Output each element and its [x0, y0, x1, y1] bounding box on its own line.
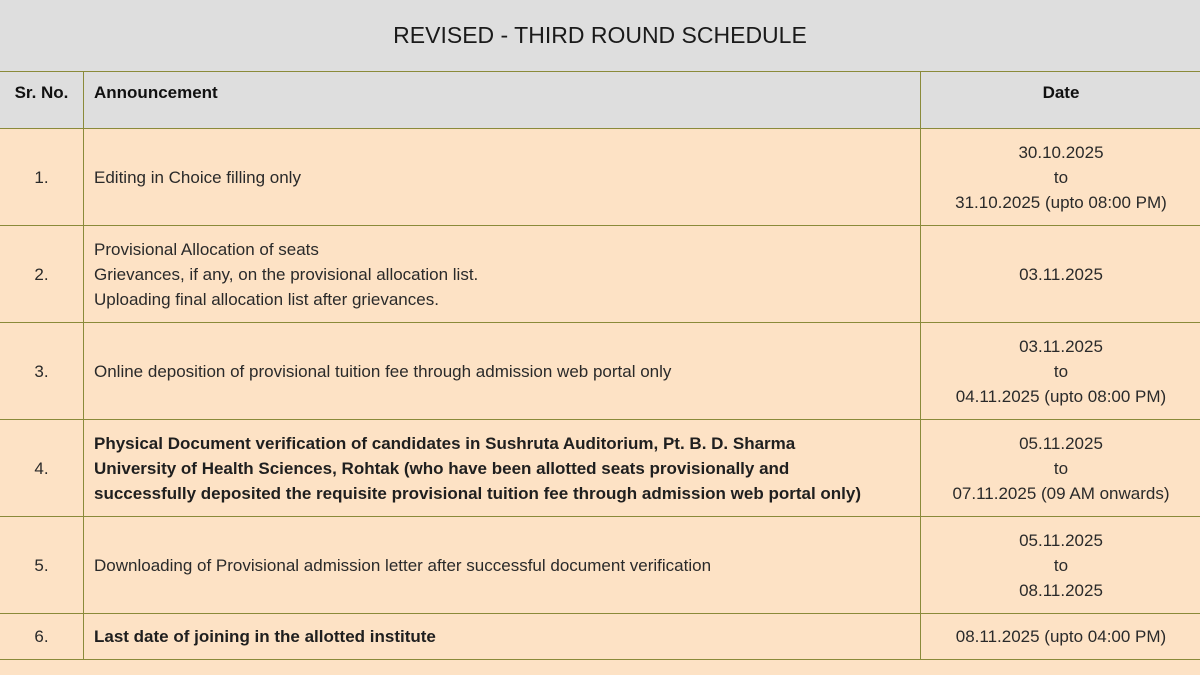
announcement-cell	[84, 614, 921, 660]
announcement-cell	[84, 226, 921, 323]
date-line: to	[1053, 458, 1069, 478]
announcement-line: Editing in Choice filling only	[94, 167, 301, 187]
table-row	[0, 420, 1200, 517]
announcement-line: Provisional Allocation of seats	[94, 239, 319, 259]
sr-no-cell: 1.	[0, 129, 84, 226]
announcement-line: Downloading of Provisional admission letter after successful document verification	[94, 555, 712, 575]
announcement-line: Grievances, if any, on the provisional allocation list.	[94, 264, 479, 284]
date-line: 03.11.2025	[1019, 336, 1103, 356]
announcement-cell	[84, 323, 921, 420]
header-sr-no: Sr. No.	[0, 72, 84, 129]
announcement-line: Online deposition of provisional tuition fee through admission web portal only	[94, 361, 672, 381]
sr-no-cell: 5.	[0, 517, 84, 614]
announcement-cell	[84, 420, 921, 517]
date-line: 05.11.2025	[1019, 530, 1103, 550]
date-line: 30.10.2025	[1018, 142, 1104, 162]
date-cell	[921, 614, 1200, 660]
date-cell	[921, 323, 1200, 420]
date-line: 07.11.2025 (09 AM onwards)	[952, 483, 1170, 503]
date-line: to	[1053, 361, 1069, 381]
table-row	[0, 517, 1200, 614]
announcement-line: Last date of joining in the allotted institute	[94, 627, 436, 646]
sr-no-cell: 3.	[0, 323, 84, 420]
date-cell	[921, 226, 1200, 323]
schedule-title: REVISED - THIRD ROUND SCHEDULE	[0, 0, 1200, 71]
table-row	[0, 323, 1200, 420]
date-line: 05.11.2025	[1019, 433, 1103, 453]
date-line: 31.10.2025 (upto 08:00 PM)	[955, 192, 1167, 212]
table-row	[0, 226, 1200, 323]
announcement-line: successfully deposited the requisite provisional tuition fee through admission web portal only)	[94, 483, 862, 503]
date-line: to	[1053, 167, 1069, 187]
sr-no-cell: 4.	[0, 420, 84, 517]
announcement-cell	[84, 129, 921, 226]
announcement-line: Physical Document verification of candidates in Sushruta Auditorium, Pt. B. D. Sharma	[94, 433, 796, 453]
date-cell	[921, 129, 1200, 226]
date-cell	[921, 517, 1200, 614]
table-row	[0, 129, 1200, 226]
schedule-table	[0, 71, 1200, 660]
table-header-row	[0, 72, 1200, 129]
date-line: to	[1053, 555, 1069, 575]
sr-no-cell: 2.	[0, 226, 84, 323]
sr-no-cell: 6.	[0, 614, 84, 660]
announcement-line: University of Health Sciences, Rohtak (who have been allotted seats provisionally and	[94, 458, 790, 478]
date-line: 08.11.2025 (upto 04:00 PM)	[955, 627, 1167, 646]
header-date: Date	[921, 72, 1200, 129]
date-line: 04.11.2025 (upto 08:00 PM)	[955, 386, 1167, 406]
date-cell	[921, 420, 1200, 517]
date-line: 08.11.2025	[1019, 580, 1103, 600]
header-announcement: Announcement	[84, 72, 921, 129]
announcement-line: Uploading final allocation list after grievances.	[94, 289, 439, 309]
announcement-cell	[84, 517, 921, 614]
date-line: 03.11.2025	[1019, 264, 1103, 284]
table-row	[0, 614, 1200, 660]
